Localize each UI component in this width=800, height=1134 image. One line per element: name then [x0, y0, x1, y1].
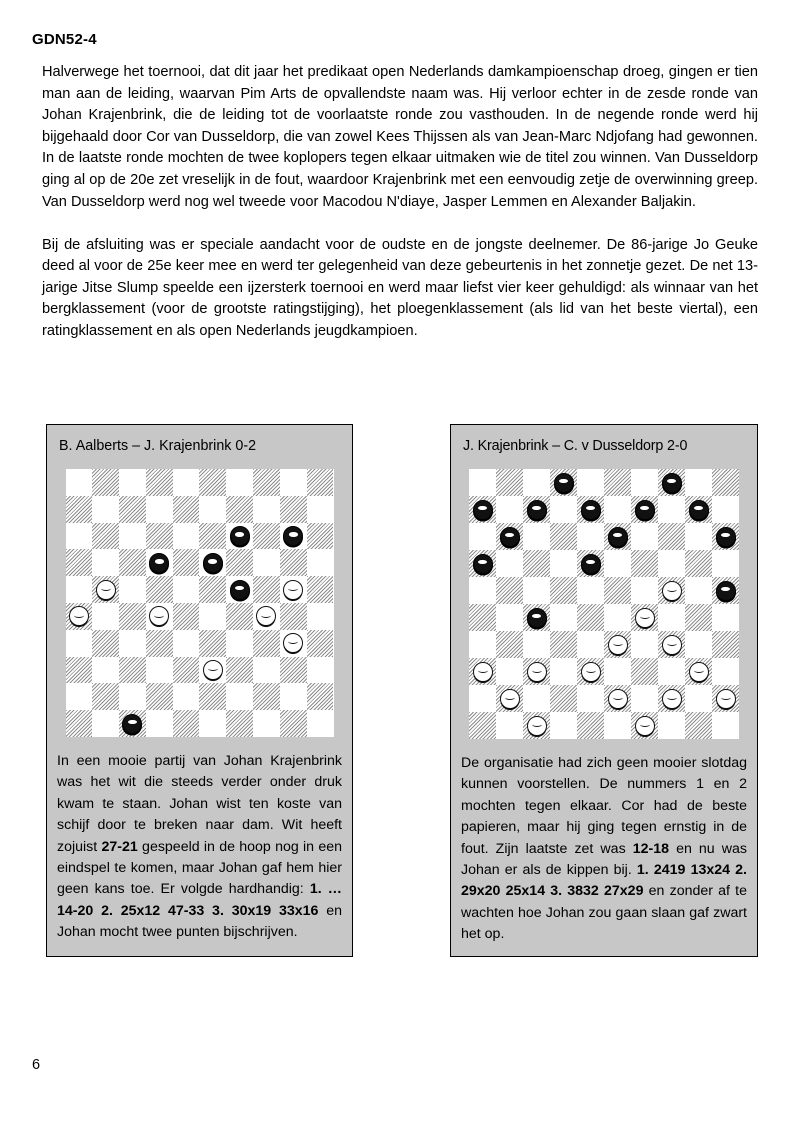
diagram-card-left [46, 424, 353, 957]
board-square [604, 469, 631, 496]
board-square [577, 550, 604, 577]
board-square [307, 603, 334, 630]
board-square [253, 549, 280, 576]
caption-text: gespeeld in de hoop nog in een eindspel te komen, maar Johan gaf hem hier geen kans toe. Er volgde hardhandig: [57, 838, 343, 898]
board-square [685, 685, 712, 712]
caption-text: en Johan mocht twee punten bijschrijven. [57, 902, 342, 941]
black-piece [689, 500, 709, 520]
white-piece [69, 606, 89, 626]
board-square [712, 523, 739, 550]
board-square [550, 631, 577, 658]
board-square [307, 469, 334, 496]
board-square [146, 523, 173, 550]
black-piece [122, 714, 142, 734]
board-square [280, 683, 307, 710]
board-square [253, 710, 280, 737]
white-piece [256, 606, 276, 626]
board-square [280, 469, 307, 496]
board-square [66, 657, 93, 684]
caption-text: In een mooie partij van Johan Krajenbrink was het wit die steeds verder onder druk kwam te staan. Johan wist ten koste van schijf door te breken naar dam. Wit heeft zojuist [57, 753, 342, 855]
black-piece [500, 527, 520, 547]
board-square [253, 630, 280, 657]
draughts-board-left [66, 469, 334, 737]
article-body [42, 62, 758, 364]
board-square [146, 683, 173, 710]
board-square [469, 604, 496, 631]
paragraph-2: Bij de afsluiting was er speciale aandacht voor de oudste en de jongste deelnemer. De 86-jarige Jo Geuke deed al voor de 25e keer mee en werd ter gelegenheid van deze gebeurtenis in het zonnetje gezet. De net 13-jarige Jitse Slump speelde een ijzersterk toernooi en werd maar liefst vier keer gehuldigd: als winnaar van het bergklassement (voor de grootste ratingstijging), het ploegenklassement (als lid van het beste viertal), een ratingklassement en als open Nederlands jeugdkampioen. [42, 236, 758, 340]
board-square [550, 577, 577, 604]
board-square [66, 603, 93, 630]
black-piece [608, 527, 628, 547]
board-square [92, 657, 119, 684]
board-square [280, 523, 307, 550]
board-square [307, 523, 334, 550]
board-square [496, 550, 523, 577]
board-square [496, 658, 523, 685]
board-square [712, 685, 739, 712]
board-square [469, 685, 496, 712]
black-piece [554, 473, 574, 493]
black-piece [473, 500, 493, 520]
black-piece [635, 500, 655, 520]
caption-move-notation: 1. … 14-20 2. 25x12 47-33 3. 30x19 33x16 [57, 881, 342, 919]
board-square [469, 631, 496, 658]
board-square [253, 469, 280, 496]
board-square [631, 712, 658, 739]
black-piece [527, 608, 547, 628]
board-square [92, 549, 119, 576]
board-square [550, 685, 577, 712]
black-piece [230, 580, 250, 600]
white-piece [500, 689, 520, 709]
board-square [658, 604, 685, 631]
board-square [146, 576, 173, 603]
board-square [253, 683, 280, 710]
black-piece [662, 473, 682, 493]
board-square [199, 603, 226, 630]
board-square [577, 712, 604, 739]
board-square [550, 712, 577, 739]
board-square [199, 469, 226, 496]
board-square [496, 523, 523, 550]
board-square [631, 604, 658, 631]
white-piece [662, 689, 682, 709]
board-square [631, 631, 658, 658]
black-piece [716, 527, 736, 547]
board-square [92, 630, 119, 657]
board-square [307, 576, 334, 603]
board-square [226, 469, 253, 496]
board-square [280, 603, 307, 630]
board-square [577, 604, 604, 631]
board-square [280, 549, 307, 576]
board-square [577, 523, 604, 550]
board-square [550, 469, 577, 496]
board-square [173, 523, 200, 550]
caption-text: De organisatie had zich geen mooier slotdag kunnen voorstellen. De nummers 1 en 2 mochten tegen elkaar. Cor had de beste papieren, maar hij ging tegen ernstig in de fout. Zijn laatste zet was [461, 755, 747, 857]
white-piece [662, 581, 682, 601]
board-square [712, 604, 739, 631]
board-square [280, 710, 307, 737]
board-square [604, 631, 631, 658]
diagram-card-right [450, 424, 758, 957]
board-square [280, 496, 307, 523]
board-square [523, 685, 550, 712]
board-square [604, 658, 631, 685]
board-square [685, 577, 712, 604]
board-square [523, 604, 550, 631]
board-square [92, 603, 119, 630]
board-square [307, 549, 334, 576]
board-square [550, 658, 577, 685]
board-square [253, 657, 280, 684]
board-square [226, 683, 253, 710]
board-square [173, 496, 200, 523]
white-piece [527, 662, 547, 682]
board-square [307, 710, 334, 737]
board-square [280, 576, 307, 603]
board-square [577, 658, 604, 685]
board-square [523, 469, 550, 496]
diagram-row [46, 424, 758, 957]
board-square [523, 658, 550, 685]
board-square [280, 630, 307, 657]
board-square [199, 549, 226, 576]
board-square [307, 496, 334, 523]
board-square [604, 577, 631, 604]
board-square [658, 712, 685, 739]
board-square [604, 523, 631, 550]
board-square [199, 630, 226, 657]
board-square [496, 631, 523, 658]
board-square [199, 523, 226, 550]
board-square [199, 496, 226, 523]
board-square [66, 683, 93, 710]
board-square [146, 469, 173, 496]
board-square [523, 712, 550, 739]
board-square [119, 657, 146, 684]
board-square [658, 496, 685, 523]
board-square [307, 630, 334, 657]
board-square [253, 523, 280, 550]
white-piece [689, 662, 709, 682]
board-square [658, 523, 685, 550]
board-square [604, 604, 631, 631]
white-piece [608, 635, 628, 655]
board-square [550, 523, 577, 550]
caption-text: en nu was Johan er als de kippen bij. [461, 840, 747, 879]
board-square [253, 576, 280, 603]
diagram-title-left: B. Aalberts – J. Krajenbrink 0-2 [59, 438, 257, 454]
black-piece [230, 526, 250, 546]
board-square [173, 576, 200, 603]
board-square [173, 469, 200, 496]
board-square [92, 710, 119, 737]
board-square [685, 712, 712, 739]
board-square [226, 576, 253, 603]
board-square [712, 658, 739, 685]
board-square [173, 603, 200, 630]
board-square [496, 577, 523, 604]
board-square [658, 631, 685, 658]
board-square [496, 604, 523, 631]
board-square [685, 604, 712, 631]
board-square [685, 523, 712, 550]
board-square [523, 577, 550, 604]
black-piece [581, 554, 601, 574]
board-square [307, 683, 334, 710]
board-square [119, 523, 146, 550]
board-square [685, 631, 712, 658]
board-square [199, 710, 226, 737]
board-square [469, 469, 496, 496]
board-square [173, 657, 200, 684]
draughts-board-right [469, 469, 739, 739]
board-square [469, 658, 496, 685]
board-square [119, 630, 146, 657]
board-square [66, 630, 93, 657]
board-square [523, 496, 550, 523]
caption-move-notation: 1. 2419 13x24 2. 29x20 25x14 3. 3832 27x29 [461, 862, 747, 900]
caption-move-notation: 27-21 [101, 838, 138, 855]
white-piece [149, 606, 169, 626]
board-square [631, 577, 658, 604]
board-square [469, 712, 496, 739]
board-square [550, 496, 577, 523]
board-square [631, 550, 658, 577]
board-square [604, 550, 631, 577]
white-piece [203, 660, 223, 680]
board-square [226, 523, 253, 550]
board-square [92, 469, 119, 496]
white-piece [608, 689, 628, 709]
board-square [469, 550, 496, 577]
board-square [146, 657, 173, 684]
board-square [712, 631, 739, 658]
board-square [307, 657, 334, 684]
board-square [66, 523, 93, 550]
document-header: GDN52-4 [32, 31, 97, 48]
board-square [226, 496, 253, 523]
board-square [685, 658, 712, 685]
board-square [631, 658, 658, 685]
board-square [119, 469, 146, 496]
board-square [496, 496, 523, 523]
board-square [226, 630, 253, 657]
board-square [280, 657, 307, 684]
board-square [146, 496, 173, 523]
white-piece [527, 716, 547, 736]
diagram-title-right: J. Krajenbrink – C. v Dusseldorp 2-0 [463, 438, 688, 454]
board-square [226, 549, 253, 576]
board-square [92, 683, 119, 710]
board-square [604, 685, 631, 712]
board-square [685, 496, 712, 523]
white-piece [96, 580, 116, 600]
white-piece [635, 716, 655, 736]
board-square [631, 469, 658, 496]
board-square [523, 631, 550, 658]
board-square [712, 469, 739, 496]
board-square [173, 683, 200, 710]
board-square [577, 469, 604, 496]
board-square [119, 710, 146, 737]
board-square [469, 577, 496, 604]
board-square [92, 523, 119, 550]
board-square [577, 496, 604, 523]
board-square [92, 576, 119, 603]
board-square [146, 630, 173, 657]
board-square [712, 496, 739, 523]
board-square [173, 710, 200, 737]
caption-text: en zonder af te wachten hoe Johan zou gaan slaan gaf zwart het op. [461, 883, 747, 943]
board-square [226, 657, 253, 684]
board-square [66, 496, 93, 523]
board-square [199, 576, 226, 603]
board-square [577, 631, 604, 658]
board-square [92, 496, 119, 523]
board-square [66, 576, 93, 603]
white-piece [716, 689, 736, 709]
board-square [119, 603, 146, 630]
board-square [658, 658, 685, 685]
diagram-caption-right [461, 753, 747, 946]
white-piece [635, 608, 655, 628]
white-piece [581, 662, 601, 682]
board-square [146, 710, 173, 737]
black-piece [149, 553, 169, 573]
board-square [658, 685, 685, 712]
white-piece [283, 633, 303, 653]
board-square [146, 603, 173, 630]
board-square [496, 469, 523, 496]
board-square [253, 603, 280, 630]
board-square [119, 576, 146, 603]
black-piece [203, 553, 223, 573]
board-square [658, 469, 685, 496]
board-square [550, 550, 577, 577]
black-piece [283, 526, 303, 546]
board-square [658, 577, 685, 604]
board-square [550, 604, 577, 631]
board-square [577, 685, 604, 712]
board-square [496, 685, 523, 712]
board-square [658, 550, 685, 577]
page-number: 6 [32, 1057, 41, 1073]
board-square [685, 469, 712, 496]
board-square [66, 469, 93, 496]
board-square [226, 603, 253, 630]
board-square [712, 712, 739, 739]
board-square [685, 550, 712, 577]
board-square [173, 630, 200, 657]
board-square [631, 685, 658, 712]
board-square [712, 550, 739, 577]
diagram-caption-left [57, 751, 342, 944]
black-piece [716, 581, 736, 601]
board-square [119, 549, 146, 576]
black-piece [473, 554, 493, 574]
board-square [496, 712, 523, 739]
board-square [469, 523, 496, 550]
caption-move-notation: 12-18 [632, 840, 670, 857]
board-square [469, 496, 496, 523]
board-square [712, 577, 739, 604]
board-square [199, 657, 226, 684]
board-square [119, 496, 146, 523]
board-square [146, 549, 173, 576]
paragraph-1: Halverwege het toernooi, dat dit jaar het predikaat open Nederlands damkampioenschap droeg, gingen er tien man aan de leiding, waarvan Pim Arts de opvallendste naam was. Hij verloor echter in de zesde ronde van Johan Krajenbrink, die de leiding tot de voorlaatste ronde zou vasthouden. In de negende ronde werd hij bijgehaald door Cor van Dusseldorp, die van zowel Kees Thijssen als van Jean-Marc Ndjofang had gewonnen. In de laatste ronde mochten de twee koplopers tegen elkaar uitmaken wie de titel zou winnen. Van Dusseldorp ging al op de 20e zet vreselijk in de fout, waardoor Krajenbrink met een eenvoudig zetje de overwinning greep. Van Dusseldorp werd nog wel tweede voor Macodou N'diaye, Jasper Lemmen en Alexander Baljakin. [42, 64, 758, 210]
board-square [577, 577, 604, 604]
board-square [66, 549, 93, 576]
white-piece [283, 580, 303, 600]
board-square [631, 496, 658, 523]
board-square [253, 496, 280, 523]
white-piece [473, 662, 493, 682]
board-square [604, 712, 631, 739]
board-square [119, 683, 146, 710]
board-square [604, 496, 631, 523]
board-square [631, 523, 658, 550]
board-square [226, 710, 253, 737]
board-square [523, 523, 550, 550]
board-square [173, 549, 200, 576]
white-piece [662, 635, 682, 655]
board-square [66, 710, 93, 737]
black-piece [527, 500, 547, 520]
board-square [199, 683, 226, 710]
board-square [523, 550, 550, 577]
black-piece [581, 500, 601, 520]
